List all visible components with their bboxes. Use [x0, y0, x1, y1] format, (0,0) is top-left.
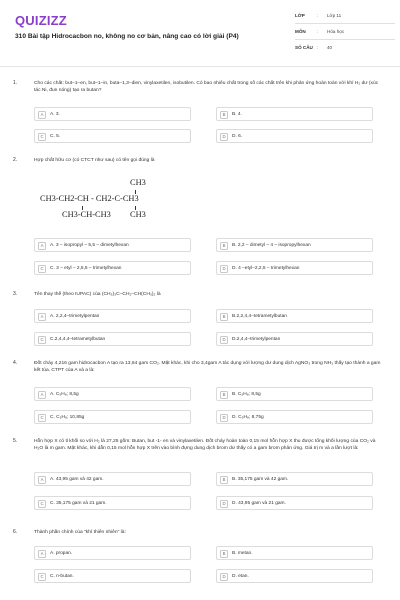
option-c[interactable] [34, 410, 191, 424]
question-number: 3. [13, 291, 18, 297]
option-letter-box: A [38, 391, 46, 399]
option-text: C. n-butan. [50, 573, 74, 579]
option-letter-box: C [38, 414, 46, 422]
option-letter-box: D [220, 573, 228, 581]
option-text: C. 35,175 gam và 21 gam. [50, 500, 107, 506]
option-a[interactable] [34, 309, 191, 323]
option-text: A. 2,2,4–trimetylpentan [50, 313, 100, 319]
option-text: D. 43,95 gam và 21 gam. [232, 500, 286, 506]
formula-bottom-right-group: CH3 [130, 210, 146, 219]
question-number: 6. [13, 529, 18, 535]
option-a[interactable] [34, 546, 191, 560]
option-letter-box: D [220, 414, 228, 422]
option-letter-box: C [38, 500, 46, 508]
question-number: 1. [13, 80, 18, 86]
option-letter-box: D [220, 500, 228, 508]
option-d[interactable] [216, 332, 373, 346]
option-b[interactable] [216, 546, 373, 560]
meta-separator: : [317, 13, 319, 18]
option-letter-box: A [38, 111, 46, 119]
option-letter-box: B [220, 111, 228, 119]
meta-key: MÔN [295, 29, 306, 34]
structural-formula [40, 178, 180, 226]
option-letter-box: C [38, 133, 46, 141]
option-d[interactable] [216, 569, 373, 583]
option-b[interactable] [216, 309, 373, 323]
option-text: B. 4. [232, 111, 242, 117]
option-c[interactable] [34, 496, 191, 510]
option-letter-box: D [220, 336, 228, 344]
option-letter-box: B [220, 391, 228, 399]
option-text: A. propan. [50, 550, 73, 556]
meta-key: LỚP [295, 13, 305, 18]
question-text: Thành phần chính của "khí thiên nhiên" là: [34, 530, 126, 535]
option-text: D. etan. [232, 573, 249, 579]
meta-value: Lớp 11 [327, 13, 342, 18]
question-number: 5. [13, 438, 18, 444]
option-b[interactable] [216, 238, 373, 252]
option-letter-box: C [38, 336, 46, 344]
option-letter-box: B [220, 476, 228, 484]
option-letter-box: B [220, 313, 228, 321]
option-letter-box: B [220, 242, 228, 250]
option-d[interactable] [216, 261, 373, 275]
meta-row-count [295, 40, 395, 55]
option-c[interactable] [34, 129, 191, 143]
question-text: Tên thay thế (theo IUPAC) của (CH₃)₃C–CH₂–CH(CH₃)₂ là [34, 292, 161, 297]
question-number: 2. [13, 157, 18, 163]
question-number: 4. [13, 360, 18, 366]
quizizz-logo[interactable]: QUIZIZZ [15, 13, 67, 28]
question-text: Đốt cháy 4,216 gam hidrocacbon A tạo ra 13,64 gam CO₂. Mặt khác, khi cho 3,4gam A tác dụng với lượng dư dung dịch AgNO₃ trong NH₃ thấy tạo thành a gam kết tủa. CTPT của A và a là: [34, 361, 381, 374]
option-letter-box: A [38, 242, 46, 250]
option-letter-box: D [220, 133, 228, 141]
option-text: D. 6. [232, 133, 243, 139]
formula-bottom-group: CH3-CH-CH3 [62, 210, 111, 219]
option-b[interactable] [216, 472, 373, 486]
option-text: C. C₅H₈; 10,85g [50, 414, 85, 420]
worksheet-meta [295, 8, 395, 55]
option-text: B.2,2,4,4–tetrametylbutan [232, 313, 287, 319]
option-a[interactable] [34, 107, 191, 121]
option-text: A. C₅H₈; 8,5g [50, 391, 79, 397]
option-text: B. 35,175 gam và 42 gam. [232, 476, 289, 482]
formula-top-group: CH3 [130, 178, 146, 187]
meta-separator: : [317, 45, 319, 50]
meta-separator: : [317, 29, 319, 34]
option-text: A. 3. [50, 111, 60, 117]
option-c[interactable] [34, 261, 191, 275]
question-text: Hỗn hợp X có tỉ khối so với H₂ là 27,25 gồm: Butan, but -1- en và vinylaxetilen. Đốt cháy hoàn toàn 0,15 mol hỗn hợp X thu được tổng khối lượng của CO₂ và H₂O là m gam. Mặt khác, khi dẫn 0,15 mol hỗn hợp X trên vào bình đựng dung dịch brom dư thấy có a gam brom phản ứng. Giá trị m và a lần lượt là: [34, 439, 376, 452]
option-a[interactable] [34, 238, 191, 252]
option-text: C.2,4,4,4–tetrametylbutan [50, 336, 106, 342]
option-letter-box: C [38, 265, 46, 273]
option-text: D. 4 –etyl–2,2,5 – trimetylhexan [232, 265, 300, 271]
option-text: C. 5. [50, 133, 61, 139]
option-letter-box: D [220, 265, 228, 273]
option-letter-box: A [38, 550, 46, 558]
option-d[interactable] [216, 496, 373, 510]
question-text: Hợp chất hữu cơ (có CTCT như sau) có tên gọi đúng là [34, 158, 155, 163]
option-text: A. 43,95 gam và 42 gam. [50, 476, 104, 482]
meta-row-subject [295, 24, 395, 40]
option-letter-box: A [38, 313, 46, 321]
option-b[interactable] [216, 387, 373, 401]
option-text: B. 2,2 – dimetyl – 4 – isopropylhexan [232, 242, 311, 248]
option-letter-box: C [38, 573, 46, 581]
worksheet-header [0, 0, 400, 60]
meta-key: SỐ CÂU [295, 45, 313, 50]
option-a[interactable] [34, 472, 191, 486]
option-text: D. C₅H₈; 8,75g [232, 414, 264, 420]
header-divider [0, 66, 400, 67]
option-text: A. 3 – isopropyl – 5,5 – dimetylhexan [50, 242, 129, 248]
option-c[interactable] [34, 569, 191, 583]
option-letter-box: B [220, 550, 228, 558]
option-c[interactable] [34, 332, 191, 346]
option-text: B. C₅H₈; 8,5g [232, 391, 261, 397]
option-text: D.2,4,4–trimetylpentan [232, 336, 281, 342]
option-d[interactable] [216, 129, 373, 143]
option-text: C. 3 – etyl – 2,5,5 – trimetylhexan [50, 265, 122, 271]
option-a[interactable] [34, 387, 191, 401]
option-letter-box: A [38, 476, 46, 484]
meta-value: 40 [327, 45, 333, 50]
option-text: B. metan. [232, 550, 253, 556]
meta-value: Hóa học [327, 29, 345, 34]
meta-row-class [295, 8, 395, 24]
option-b[interactable] [216, 107, 373, 121]
option-d[interactable] [216, 410, 373, 424]
worksheet-title: 310 Bài tập Hidrocacbon no, không no cơ bản, nâng cao có lời giải (P4) [15, 33, 239, 40]
formula-main-chain: CH3-CH2-CH - CH2-C-CH3 [40, 194, 139, 203]
question-text: Cho các chất: but–1–en, but–1–in, buta–1,3–dien, vinylaxetilen, isobutilen. Có bao nhiêu chất trong số các chất trên khi phản ứng hoàn toàn với khí H₂ dư (xúc tác Ni, đun nóng) tạo ra butan? [34, 81, 379, 94]
